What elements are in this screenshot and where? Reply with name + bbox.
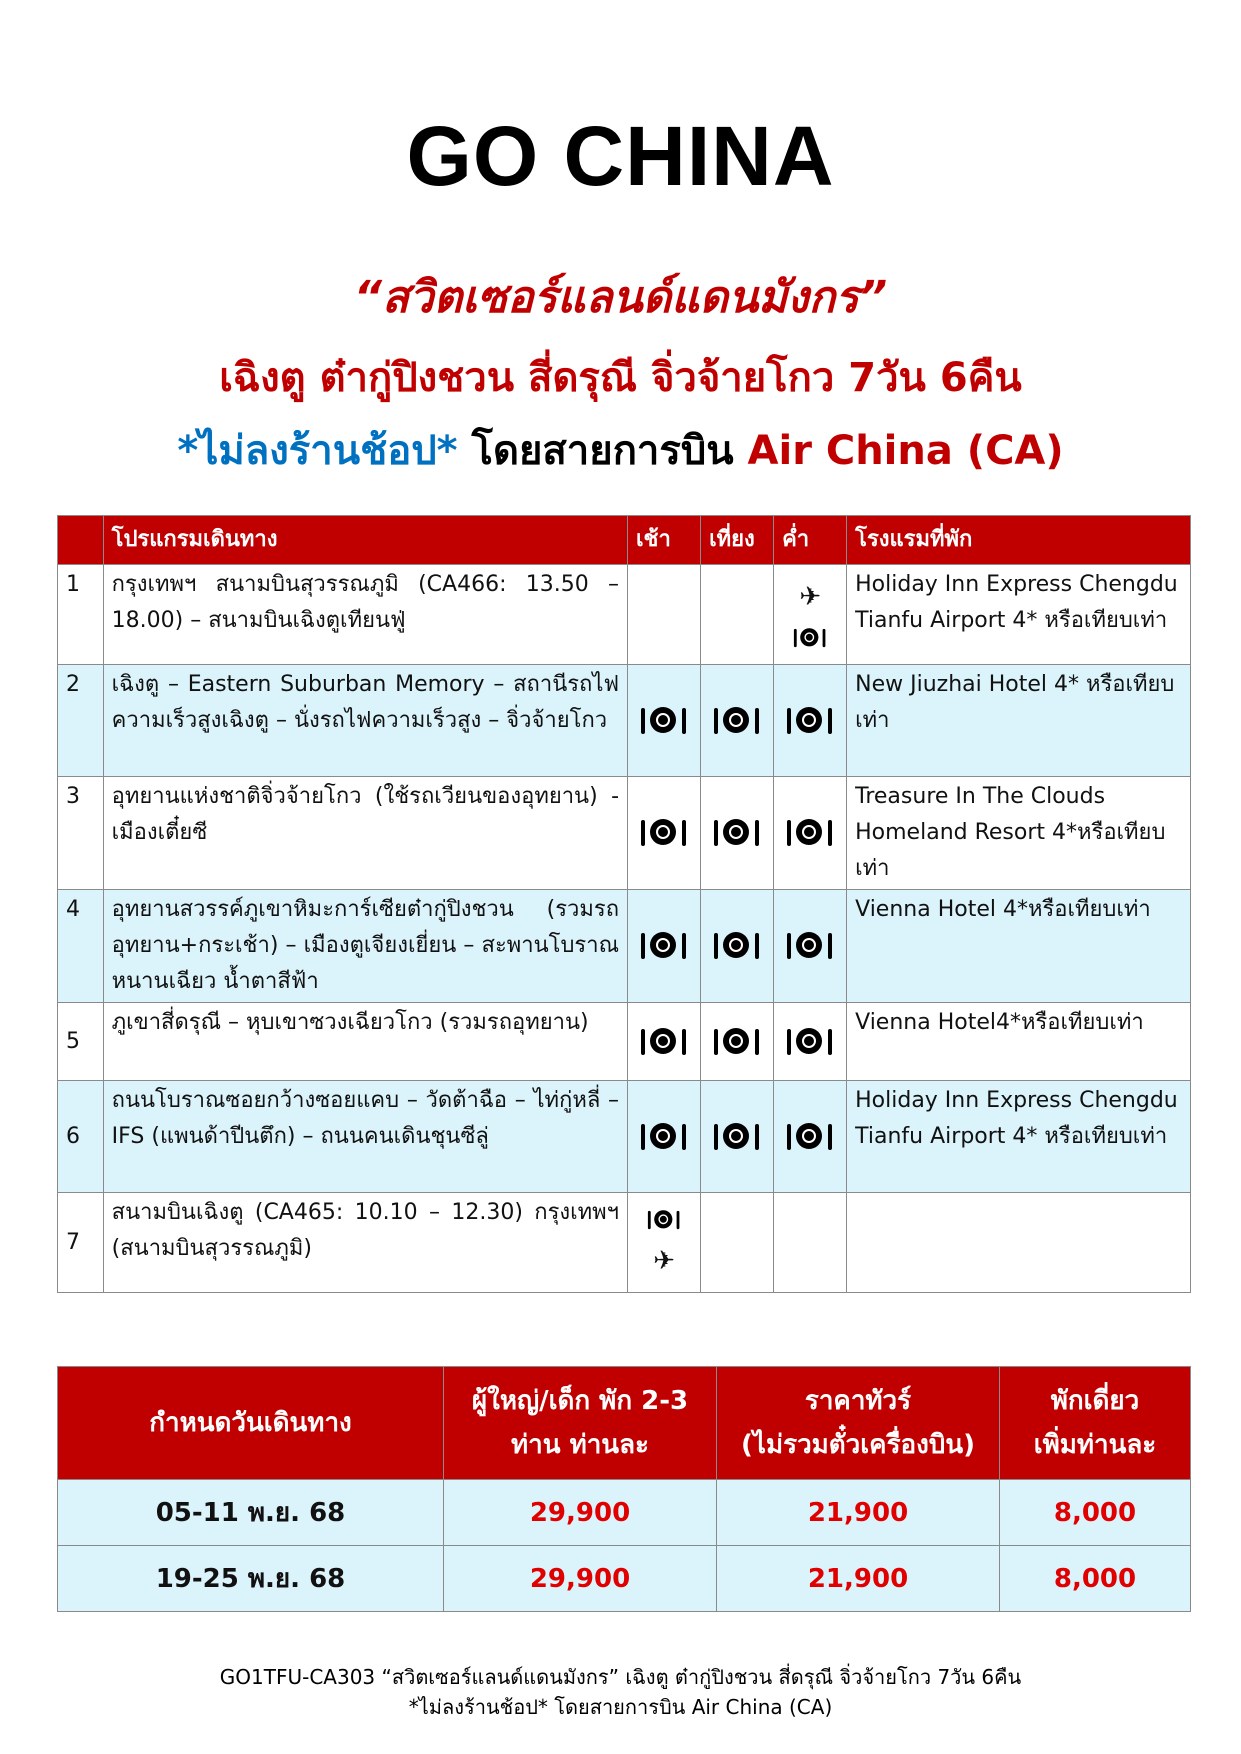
- meal-plate-icon: [785, 818, 835, 848]
- meal-plate-icon: [712, 1027, 762, 1057]
- header-tour-price: [717, 1367, 1000, 1480]
- header-tour-line1: ราคาทัวร์: [804, 1386, 912, 1416]
- itinerary-row: [58, 565, 1191, 665]
- day-program: อุทยานสวรรค์ภูเขาหิมะการ์เซียต๋ากู่ปิงชวน (รวมรถอุทยาน+กระเช้า) – เมืองตูเจียงเยี่ยน – สะพานโบราณหนานเฉียว น้ำตาสีฟ้า: [103, 890, 627, 1003]
- airline-name: Air China (CA): [747, 428, 1064, 474]
- itinerary-header-row: [58, 516, 1191, 565]
- meal-plate-icon: [639, 706, 689, 736]
- day-number: 7: [58, 1193, 104, 1293]
- airplane-icon: ✈: [799, 581, 821, 612]
- no-shop-label: *ไม่ลงร้านช้อป*: [177, 428, 458, 474]
- pricing-row: [58, 1546, 1191, 1612]
- lunch-cell: [701, 1193, 774, 1293]
- lunch-cell: [701, 565, 774, 665]
- dinner-cell: [774, 1003, 847, 1081]
- dinner-cell: [774, 1081, 847, 1193]
- meal-plate-icon: [712, 818, 762, 848]
- breakfast-cell: [628, 1193, 701, 1293]
- tour-price: 21,900: [717, 1546, 1000, 1612]
- footer: [0, 1662, 1241, 1722]
- meal-plate-icon: [712, 1122, 762, 1152]
- adult-price: 29,900: [444, 1480, 717, 1546]
- itinerary-row: [58, 890, 1191, 1003]
- day-program: สนามบินเฉิงตู (CA465: 10.10 – 12.30) กรุงเทพฯ (สนามบินสุวรรณภูมิ): [103, 1193, 627, 1293]
- header-adult-line1: ผู้ใหญ่/เด็ก พัก 2-3: [471, 1386, 689, 1416]
- day-program: เฉิงตู – Eastern Suburban Memory – สถานีรถไฟความเร็วสูงเฉิงตู – นั่งรถไฟความเร็วสูง – จิ่วจ้ายโกว: [103, 665, 627, 777]
- hotel-name: Vienna Hotel4*หรือเทียบเท่า: [847, 1003, 1191, 1081]
- footer-line1: GO1TFU-CA303 “สวิตเซอร์แลนด์แดนมังกร” เฉิงตู ต๋ากู่ปิงชวน สี่ดรุณี จิ่วจ้ายโกว 7วัน 6คืน: [219, 1665, 1022, 1689]
- itinerary-row: [58, 1193, 1191, 1293]
- travel-date: 19-25 พ.ย. 68: [58, 1546, 444, 1612]
- header-travel-date: กำหนดวันเดินทาง: [58, 1367, 444, 1480]
- single-supplement: 8,000: [1000, 1480, 1191, 1546]
- day-program: ภูเขาสี่ดรุณี – หุบเขาซวงเฉียวโกว (รวมรถอุทยาน): [103, 1003, 627, 1081]
- header-adult-price: [444, 1367, 717, 1480]
- itinerary-row: [58, 665, 1191, 777]
- day-number: 1: [58, 565, 104, 665]
- day-number: 6: [58, 1081, 104, 1193]
- day-number: 5: [58, 1003, 104, 1081]
- header-dinner: ค่ำ: [774, 516, 847, 565]
- header-tour-line2: (ไม่รวมตั๋วเครื่องบิน): [741, 1430, 975, 1460]
- day-number: 4: [58, 890, 104, 1003]
- dinner-cell: [774, 890, 847, 1003]
- dinner-cell: [774, 665, 847, 777]
- lunch-cell: [701, 665, 774, 777]
- meal-plate-icon: [785, 1122, 835, 1152]
- meal-plate-icon: [712, 931, 762, 961]
- meal-plate-icon: [639, 931, 689, 961]
- footer-line2: *ไม่ลงร้านช้อป* โดยสายการบิน Air China (CA): [408, 1695, 833, 1719]
- lunch-cell: [701, 1003, 774, 1081]
- header-breakfast: เช้า: [628, 516, 701, 565]
- breakfast-cell: [628, 1081, 701, 1193]
- hotel-name: Holiday Inn Express Chengdu Tianfu Airport 4* หรือเทียบเท่า: [847, 565, 1191, 665]
- header-single-line1: พักเดี่ยว: [1050, 1386, 1140, 1416]
- tour-airline-line: [0, 418, 1241, 482]
- breakfast-cell: [628, 565, 701, 665]
- meal-plate-icon: [712, 706, 762, 736]
- day-program: อุทยานแห่งชาติจิ่วจ้ายโกว (ใช้รถเวียนของอุทยาน) - เมืองเตี๋ยซี: [103, 777, 627, 890]
- tour-route: เฉิงตู ต๋ากู่ปิงชวน สี่ดรุณี จิ่วจ้ายโกว 7วัน 6คืน: [219, 355, 1022, 401]
- itinerary-row: [58, 777, 1191, 890]
- meal-plate-icon: [785, 706, 835, 736]
- airplane-icon: ✈: [653, 1245, 675, 1276]
- dinner-cell: [774, 565, 847, 665]
- day-program: กรุงเทพฯ สนามบินสุวรรณภูมิ (CA466: 13.50 – 18.00) – สนามบินเฉิงตูเทียนฟู่: [103, 565, 627, 665]
- header-single-supplement: [1000, 1367, 1191, 1480]
- meal-plate-icon: [639, 1122, 689, 1152]
- breakfast-cell: [628, 1003, 701, 1081]
- dinner-cell: [774, 777, 847, 890]
- hotel-name: Vienna Hotel 4*หรือเทียบเท่า: [847, 890, 1191, 1003]
- single-supplement: 8,000: [1000, 1546, 1191, 1612]
- page-title: GO CHINA: [406, 109, 835, 203]
- header-lunch: เที่ยง: [701, 516, 774, 565]
- dinner-cell: [774, 1193, 847, 1293]
- tour-name: “สวิตเซอร์แลนด์แดนมังกร”: [353, 272, 888, 323]
- adult-price: 29,900: [444, 1546, 717, 1612]
- lunch-cell: [701, 890, 774, 1003]
- lunch-cell: [701, 777, 774, 890]
- itinerary-row: [58, 1081, 1191, 1193]
- header-adult-line2: ท่าน ท่านละ: [511, 1430, 649, 1460]
- meal-plate-icon: [785, 1027, 835, 1057]
- header-day: [58, 516, 104, 565]
- hotel-name: Treasure In The Clouds Homeland Resort 4*หรือเทียบเท่า: [847, 777, 1191, 890]
- day-number: 2: [58, 665, 104, 777]
- breakfast-cell: [628, 665, 701, 777]
- hotel-name: [847, 1193, 1191, 1293]
- meal-plate-icon: [639, 818, 689, 848]
- pricing-row: [58, 1480, 1191, 1546]
- meal-plate-icon: [793, 627, 828, 648]
- meal-plate-icon: [785, 931, 835, 961]
- breakfast-cell: [628, 777, 701, 890]
- hotel-name: Holiday Inn Express Chengdu Tianfu Airport 4* หรือเทียบเท่า: [847, 1081, 1191, 1193]
- day-program: ถนนโบราณซอยกว้างซอยแคบ – วัดต้าฉือ – ไท่กู่หลี่ – IFS (แพนด้าปีนตึก) – ถนนคนเดินชุนซีลู่: [103, 1081, 627, 1193]
- meal-plate-icon: [647, 1209, 682, 1230]
- pricing-table: [57, 1366, 1191, 1612]
- by-airline-label: โดยสายการบิน: [471, 428, 734, 474]
- tour-price: 21,900: [717, 1480, 1000, 1546]
- hotel-name: New Jiuzhai Hotel 4* หรือเทียบเท่า: [847, 665, 1191, 777]
- header-program: โปรแกรมเดินทาง: [103, 516, 627, 565]
- breakfast-cell: [628, 890, 701, 1003]
- travel-date: 05-11 พ.ย. 68: [58, 1480, 444, 1546]
- header-hotel: โรงแรมที่พัก: [847, 516, 1191, 565]
- day-number: 3: [58, 777, 104, 890]
- meal-plate-icon: [639, 1027, 689, 1057]
- lunch-cell: [701, 1081, 774, 1193]
- itinerary-row: [58, 1003, 1191, 1081]
- header-single-line2: เพิ่มท่านละ: [1033, 1430, 1157, 1460]
- pricing-header-row: [58, 1367, 1191, 1480]
- itinerary-table: [57, 515, 1191, 1293]
